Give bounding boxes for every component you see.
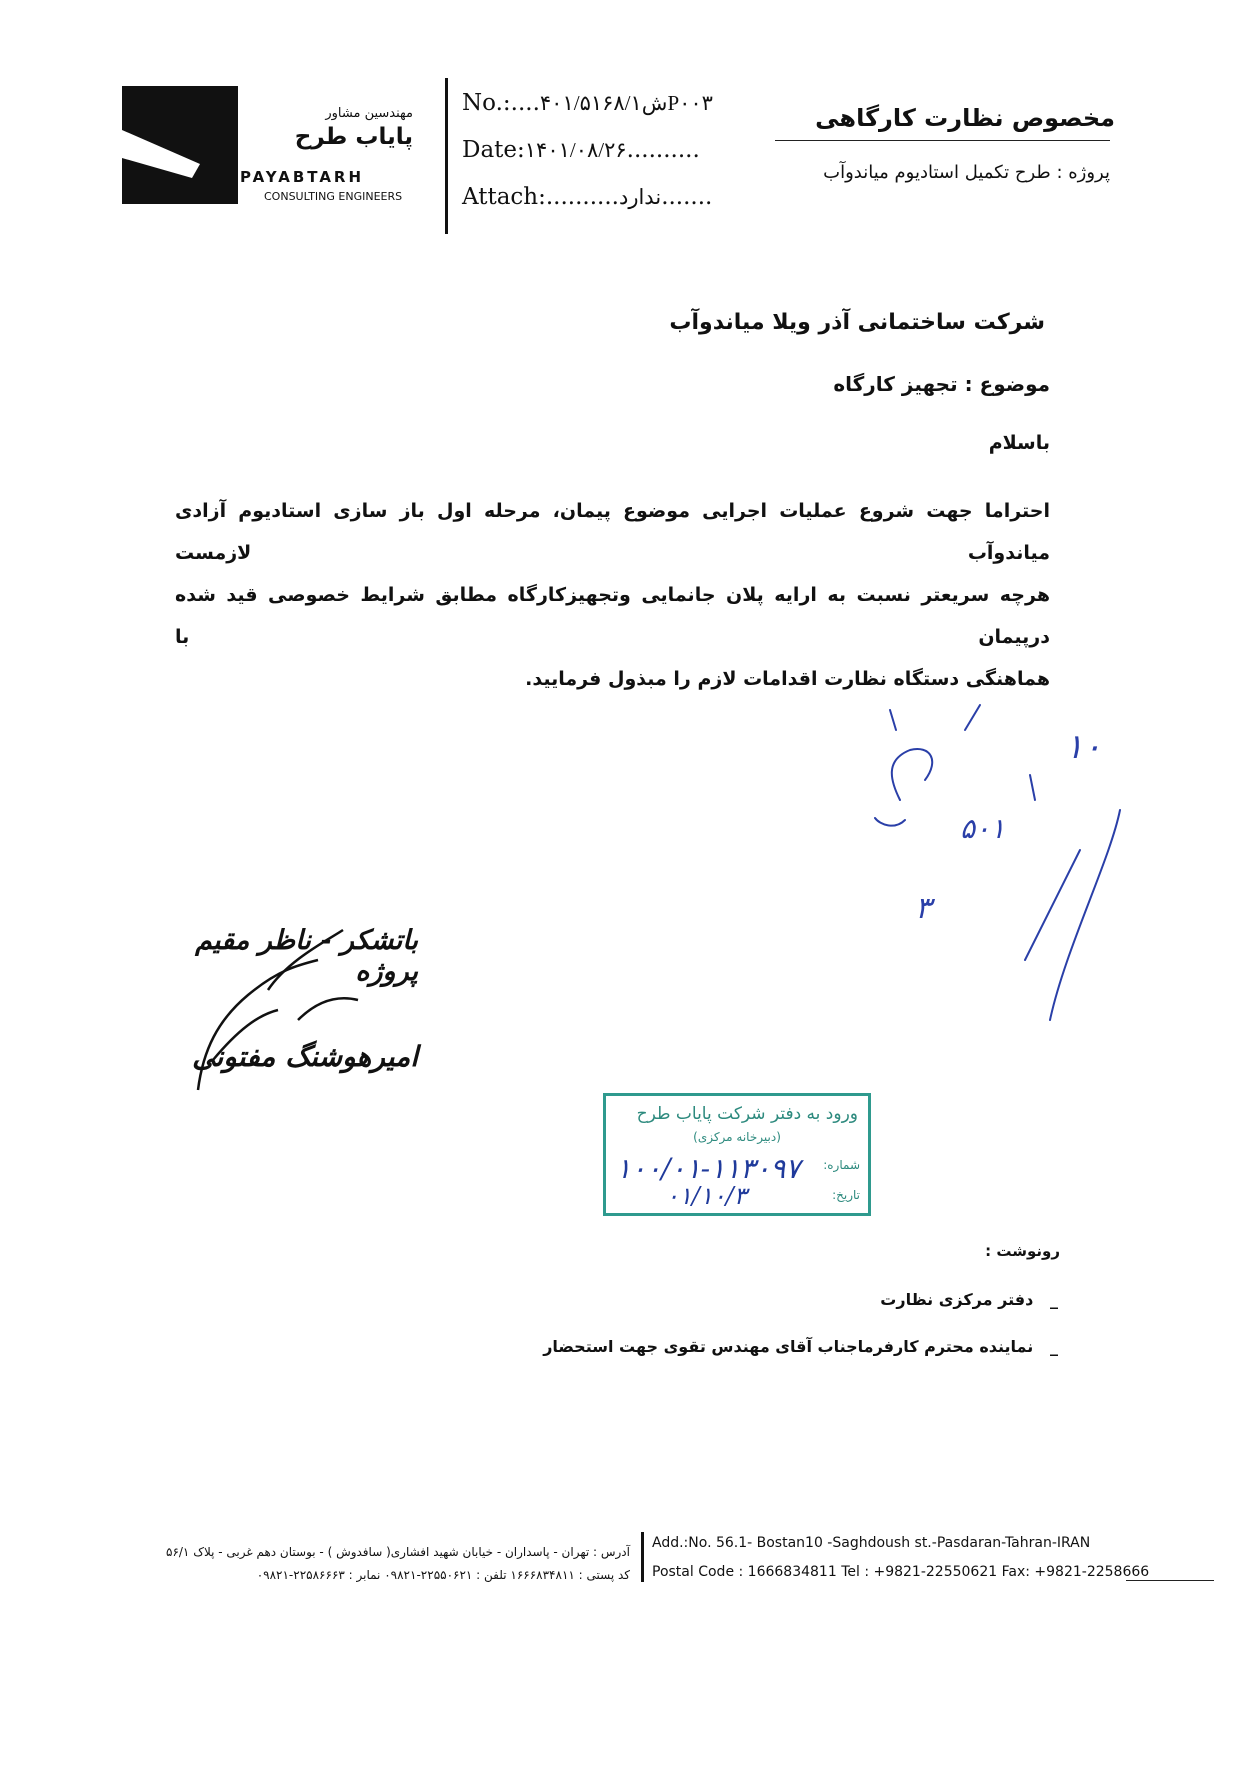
- stamp-number-label: شماره:: [823, 1158, 860, 1172]
- letter-date: Date:۱۴۰۱/۰۸/۲۶..........: [462, 137, 700, 163]
- body-line: احتراما جهت شروع عملیات اجرایی موضوع پیمان، مرحله اول باز سازی استادیوم آزادی میاندوآب لازمست: [175, 500, 1050, 564]
- handwritten-note: [850, 700, 1130, 1040]
- signature-title: باتشکر - ناظر مقیم پروژه: [195, 925, 418, 987]
- footer-persian-contact: کد پستی : ۱۶۶۶۸۳۴۸۱۱ تلفن : ۲۲۵۵۰۶۲۱-۰۹۸۲۱ نمابر : ۲۲۵۸۶۶۶۳-۰۹۸۲۱: [256, 1568, 630, 1582]
- project-name: پروژه : طرح تکمیل استادیوم میاندوآب: [823, 162, 1110, 183]
- handwritten-note-line1: ۱۰: [1065, 727, 1102, 767]
- logo-mark-icon: [122, 86, 238, 204]
- body-line: هرچه سریعتر نسبت به ارایه پلان جانمایی وتجهیزکارگاه مطابق شرایط خصوصی قید شده درپیمان با: [175, 584, 1050, 648]
- subject-label: موضوع :: [964, 372, 1050, 396]
- footer-divider: [641, 1532, 644, 1582]
- letter-attach-value: ندارد: [618, 185, 662, 209]
- header-title: مخصوص نظارت کارگاهی: [815, 104, 1115, 132]
- letter-attach: Attach:..........ندارد.......: [462, 184, 713, 210]
- body-line: هماهنگی دستگاه نظارت اقدامات لازم را مبذول فرمایید.: [525, 668, 1050, 690]
- letter-number: No.:....ش۴۰۱/۵۱۶۸/۱P۰۰۳: [462, 90, 713, 116]
- receipt-stamp: [603, 1093, 871, 1216]
- stamp-subtitle: (دبیرخانه مرکزی): [693, 1130, 781, 1144]
- stamp-title: ورود به دفتر شرکت پایاب طرح: [636, 1104, 858, 1124]
- handwritten-note-line2: ۵۰۱: [960, 812, 1006, 845]
- footer-underline: [1126, 1580, 1214, 1581]
- recipient: شرکت ساختمانی آذر ویلا میاندوآب: [669, 310, 1045, 335]
- header-title-underline: [775, 140, 1110, 141]
- letter-date-label: Date:: [462, 137, 525, 163]
- subject-line: [640, 372, 1050, 396]
- company-logo: [122, 86, 238, 204]
- footer-english-address: Add.:No. 56.1- Bostan10 -Saghdoush st.-Pasdaran-Tahran-IRAN: [652, 1535, 1091, 1551]
- stamp-date-label: تاریخ:: [832, 1188, 860, 1202]
- cc-item-dash: _: [1050, 1337, 1058, 1356]
- footer-persian-address: آدرس : تهران - پاسداران - خیابان شهید افشاری( سافدوش ) - بوستان دهم غربی - پلاک ۵۶/۱: [166, 1545, 630, 1559]
- stamp-number-value: ۱۰۰/۰۱-۱۱۳۰۹۷: [616, 1152, 801, 1185]
- header-divider: [445, 78, 448, 234]
- footer-english-contact: Postal Code : 1666834811 Tel : +9821-22550621 Fax: +9821-2258666: [652, 1564, 1150, 1580]
- cc-item: [538, 1337, 1058, 1356]
- letter-date-value: ۱۴۰۱/۰۸/۲۶: [524, 138, 627, 162]
- logo-persian-subtitle: مهندسین مشاور: [325, 106, 413, 121]
- letter-body: [175, 490, 1050, 700]
- logo-english-name: PAYABTARH: [240, 168, 365, 186]
- signature-name: امیرهوشنگ مفتونی: [192, 1040, 418, 1073]
- stamp-date-value: ۰۱/۱۰/۳: [666, 1182, 747, 1210]
- letter-number-label: No.:: [462, 90, 511, 116]
- handwritten-note-line3: ۳: [915, 891, 932, 926]
- subject-value: تجهیز کارگاه: [833, 372, 958, 396]
- cc-label: رونوشت :: [985, 1242, 1060, 1260]
- logo-persian-name: پایاب طرح: [294, 124, 413, 150]
- cc-item-text: دفتر مرکزی نظارت: [880, 1290, 1034, 1309]
- cc-item-text: نماینده محترم کارفرماجناب آقای مهندس تقوی جهت استحضار: [543, 1337, 1034, 1356]
- greeting: باسلام: [988, 432, 1050, 454]
- cc-item: [538, 1290, 1058, 1309]
- letter-attach-label: Attach:: [462, 184, 546, 210]
- logo-english-subtitle: CONSULTING ENGINEERS: [264, 190, 403, 203]
- letter-number-value: ش۴۰۱/۵۱۶۸/۱P۰۰۳: [539, 91, 713, 115]
- cc-item-dash: _: [1050, 1290, 1058, 1309]
